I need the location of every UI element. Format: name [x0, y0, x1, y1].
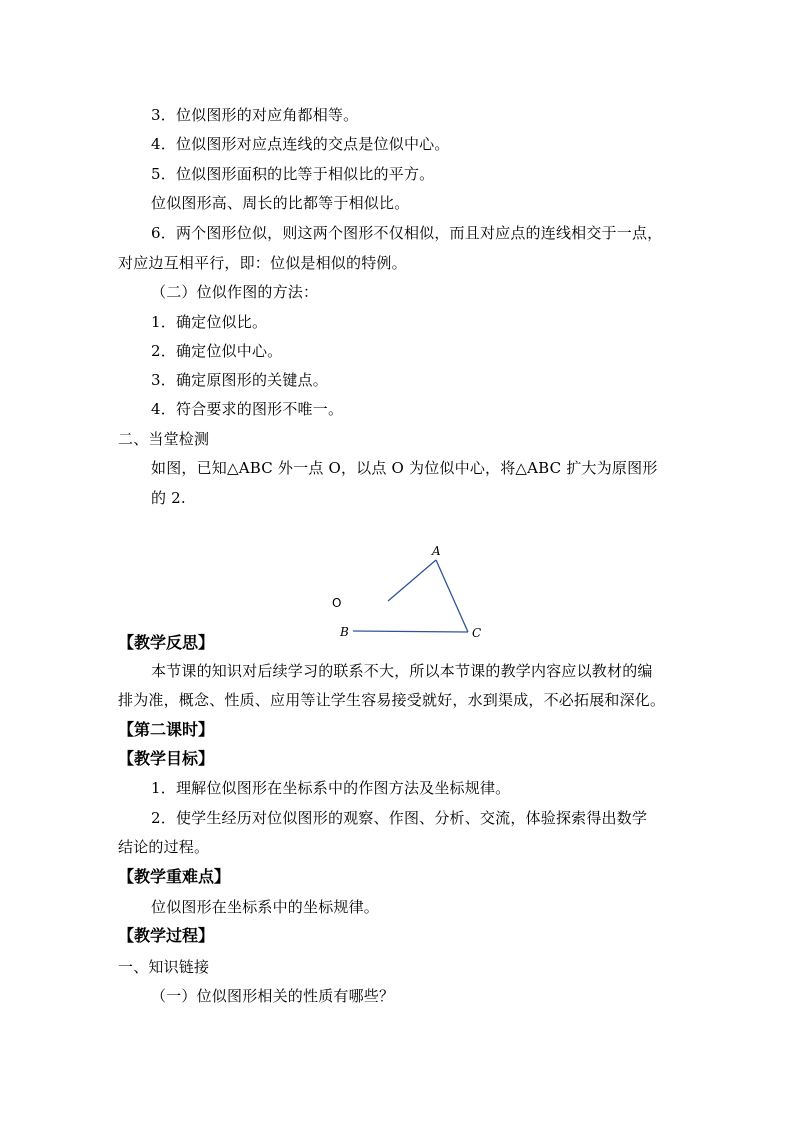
goal-2-line1: 2．使学生经历对位似图形的观察、作图、分析、交流，体验探索得出数学 [151, 809, 648, 827]
heading-teaching-process: 【教学过程】 [118, 926, 215, 945]
property-6-line2: 对应边互相平行，即：位似是相似的特例。 [118, 254, 407, 272]
label-o: O [332, 596, 342, 610]
segment-a-to-b-partial [388, 560, 436, 601]
exercise-line2: 的 2. [151, 489, 186, 507]
section-classroom-test: 二、当堂检测 [118, 430, 210, 448]
segment-a-to-c [436, 560, 468, 632]
knowledge-question: （一）位似图形相关的性质有哪些？ [151, 987, 395, 1005]
goal-1: 1．理解位似图形在坐标系中的作图方法及坐标规律。 [151, 779, 511, 797]
heading-second-lesson: 【第二课时】 [118, 720, 215, 739]
method-step-1: 1．确定位似比。 [151, 313, 268, 331]
reflection-line1: 本节课的知识对后续学习的联系不大，所以本节课的教学内容应以教材的编 [151, 662, 653, 680]
method-heading: （二）位似作图的方法： [151, 283, 319, 301]
property-5: 5．位似图形面积的比等于相似比的平方。 [151, 165, 435, 183]
reflection-line2: 排为准，概念、性质、应用等让学生容易接受就好，水到渠成，不必拓展和深化。 [118, 691, 666, 709]
property-5-note: 位似图形高、周长的比都等于相似比。 [151, 194, 410, 212]
label-b: B [340, 625, 349, 639]
triangle-figure [330, 540, 490, 644]
goal-2-line2: 结论的过程。 [118, 838, 210, 856]
heading-key-points: 【教学重难点】 [118, 867, 231, 886]
method-step-4: 4．符合要求的图形不唯一。 [151, 400, 344, 418]
method-step-2: 2．确定位似中心。 [151, 342, 283, 360]
key-point: 位似图形在坐标系中的坐标规律。 [151, 898, 380, 916]
exercise-line1: 如图，已知△ABC 外一点 O，以点 O 为位似中心，将△ABC 扩大为原图形 [151, 459, 658, 477]
segment-b-to-c [353, 631, 468, 632]
heading-reflection: 【教学反思】 [118, 633, 215, 652]
label-c: C [472, 626, 482, 640]
label-a: A [432, 544, 441, 558]
section-knowledge-link: 一、知识链接 [118, 958, 210, 976]
property-6-line1: 6．两个图形位似，则这两个图形不仅相似，而且对应点的连线相交于一点， [151, 224, 663, 242]
property-4: 4．位似图形对应点连线的交点是位似中心。 [151, 135, 450, 153]
property-3: 3．位似图形的对应角都相等。 [151, 106, 359, 124]
heading-teaching-goals: 【教学目标】 [118, 749, 215, 768]
method-step-3: 3．确定原图形的关键点。 [151, 371, 328, 389]
